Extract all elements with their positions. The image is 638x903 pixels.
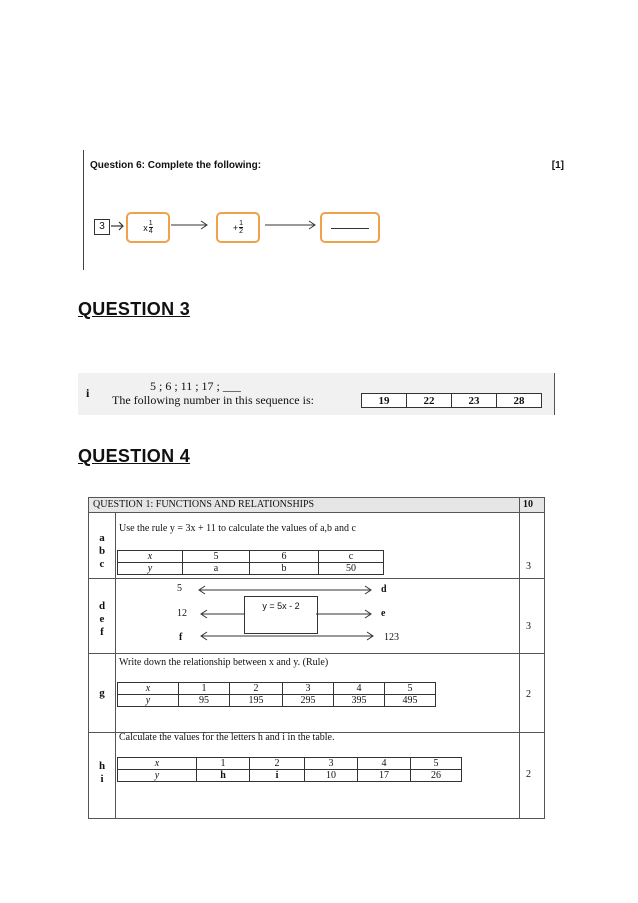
table-cell: b [250, 563, 319, 575]
table-cell: x [118, 683, 179, 695]
table-cell: 2 [250, 758, 305, 770]
arrow-icon [264, 219, 318, 231]
table-cell: 17 [358, 770, 411, 782]
table-cell: 295 [283, 695, 334, 707]
table-cell: x [118, 551, 183, 563]
small-arrow-icon [110, 218, 126, 234]
fraction-denominator: 4 [148, 228, 153, 235]
relationship-instruction: Write down the relationship between x and y. (Rule) [119, 657, 329, 668]
letter-i: i [100, 773, 104, 785]
answer-option[interactable]: 28 [497, 394, 542, 408]
table-cell: i [250, 770, 305, 782]
table-cell: h [197, 770, 250, 782]
sequence-text: 5 ; 6 ; 11 ; 17 ; ___ [150, 379, 241, 393]
start-value-box: 3 [94, 219, 110, 235]
letter-f: f [100, 626, 104, 638]
operation-box-add [216, 212, 260, 243]
table-cell: 5 [385, 683, 436, 695]
table-cell: 5 [183, 551, 250, 563]
table-cell: 4 [358, 758, 411, 770]
mark-abc: 3 [526, 561, 531, 572]
question-3-block [78, 373, 555, 415]
answer-option[interactable]: 23 [452, 394, 497, 408]
answer-blank-line [331, 228, 369, 229]
table-cell: 495 [385, 695, 436, 707]
answer-option[interactable]: 22 [407, 394, 452, 408]
letter-b: b [98, 545, 106, 557]
fraction-one-quarter [149, 220, 153, 235]
output-value-e: e [381, 608, 386, 619]
table-cell: 3 [283, 683, 334, 695]
table-header-title: QUESTION 1: FUNCTIONS AND RELATIONSHIPS [93, 499, 315, 510]
question-6-block [83, 150, 564, 270]
table-cell: a [183, 563, 250, 575]
values-table-hi [117, 757, 462, 782]
table-cell: y [118, 695, 179, 707]
output-value-d: d [381, 584, 387, 595]
section-letters-hi [92, 760, 112, 786]
operation-box-multiply [126, 212, 170, 243]
function-machine-box [244, 596, 318, 634]
rule-instruction: Use the rule y = 3x + 11 to calculate the values of a,b and c [119, 523, 356, 534]
fraction-one-half [239, 220, 243, 235]
input-value-12: 12 [177, 608, 187, 619]
table-cell: 95 [179, 695, 230, 707]
output-value-123: 123 [384, 632, 399, 643]
table-cell: 395 [334, 695, 385, 707]
table-header-total: 10 [523, 499, 533, 510]
plus-sign: + [232, 222, 239, 233]
letter-h: h [98, 760, 106, 772]
table-cell: x [118, 758, 197, 770]
question-6-title: Question 6: Complete the following: [90, 160, 262, 171]
arrow-icon [170, 219, 210, 231]
letter-d: d [98, 600, 106, 612]
mark-g: 2 [526, 689, 531, 700]
letter-c: c [99, 558, 105, 570]
answer-options-table [361, 393, 542, 408]
question-roman-numeral: i [86, 386, 90, 400]
table-cell: 195 [230, 695, 283, 707]
mark-hi: 2 [526, 769, 531, 780]
table-cell: 3 [305, 758, 358, 770]
multiply-sign: x [143, 222, 148, 233]
table-cell: 1 [179, 683, 230, 695]
table-cell: 5 [411, 758, 462, 770]
fraction-numerator: 1 [148, 220, 153, 227]
table-cell: y [118, 770, 197, 782]
table-cell: 4 [334, 683, 385, 695]
calculate-instruction: Calculate the values for the letters h and i in the table. [119, 732, 335, 743]
fraction-numerator: 1 [239, 220, 244, 227]
input-value-5: 5 [177, 583, 182, 594]
answer-option[interactable]: 19 [362, 394, 407, 408]
table-cell: 10 [305, 770, 358, 782]
question-4-heading: QUESTION 4 [78, 446, 191, 466]
sequence-prompt: The following number in this sequence is: [112, 393, 314, 407]
table-cell: 6 [250, 551, 319, 563]
question-6-mark: [1] [551, 160, 564, 171]
input-value-f: f [179, 632, 183, 643]
table-cell: 1 [197, 758, 250, 770]
table-cell: 26 [411, 770, 462, 782]
section-letter-g: g [99, 687, 105, 699]
mark-def: 3 [526, 621, 531, 632]
table-cell: 2 [230, 683, 283, 695]
table-cell: 50 [319, 563, 384, 575]
values-table-g [117, 682, 436, 707]
table-cell: y [118, 563, 183, 575]
function-rule: y = 5x - 2 [262, 601, 300, 611]
fraction-denominator: 2 [239, 228, 244, 235]
question-3-heading: QUESTION 3 [78, 299, 191, 319]
functions-table [88, 497, 545, 819]
letter-e: e [99, 613, 105, 625]
flow-arrows-icon [89, 498, 544, 658]
table-cell: c [319, 551, 384, 563]
answer-box[interactable] [320, 212, 380, 243]
letter-a: a [99, 532, 105, 544]
